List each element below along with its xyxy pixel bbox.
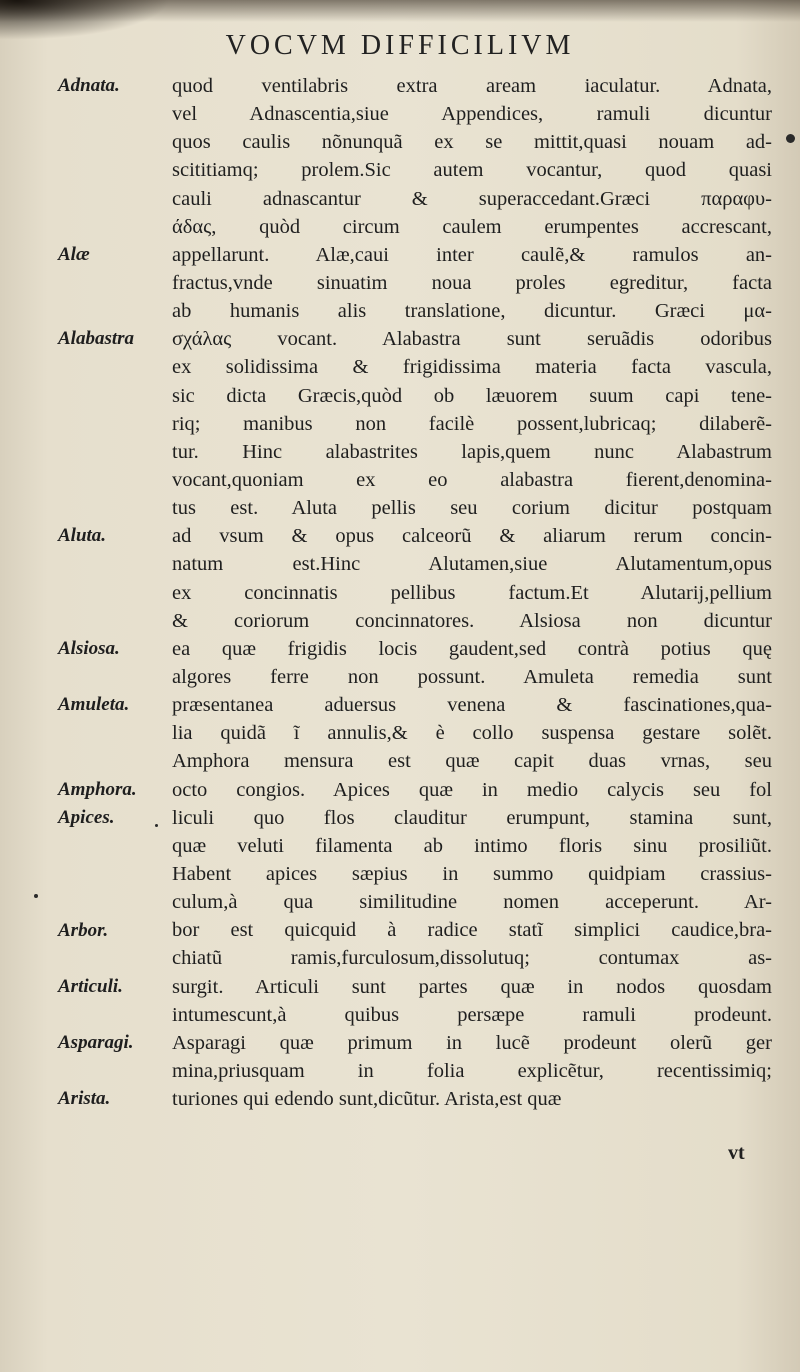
margin-note: Asparagi. <box>58 1032 134 1054</box>
margin-note: Arista. <box>58 1088 111 1110</box>
text-line: ex solidissima & frigidissima materia facta vascula, <box>172 356 772 379</box>
text-line: riq; manibus non facilè possent,lubricaq; dilaberẽ- <box>172 412 772 435</box>
text-line: ea quæ frigidis locis gaudent,sed contrà potius quę <box>172 637 772 660</box>
text-line: Asparagi quæ primum in lucẽ prodeunt olerũ ger <box>172 1031 772 1054</box>
text-line: præsentanea aduersus venena & fascinationes,qua- <box>172 694 772 717</box>
text-line: tur. Hinc alabastrites lapis,quem nunc Alabastrum <box>172 440 772 463</box>
text-line: σχάλας vocant. Alabastra sunt seruãdis odoribus <box>172 328 772 351</box>
margin-note: Amphora. <box>58 778 137 800</box>
catchword: vt <box>728 1142 745 1164</box>
text-line: ad vsum & opus calceorũ & aliarum rerum concin- <box>172 525 772 548</box>
text-line: scititiamq; prolem.Sic autem vocantur, quod quasi <box>172 159 772 182</box>
margin-note: Adnata. <box>58 75 120 96</box>
text-line: appellarunt. Alæ,caui inter caulẽ,& ramulos an- <box>172 243 772 266</box>
text-line: culum,à qua similitudine nomen acceperunt. Ar- <box>172 891 772 914</box>
margin-note: Articuli. <box>58 975 123 997</box>
text-line: vocant,quoniam ex eo alabastra fierent,denomina- <box>172 468 772 491</box>
text-line: surgit. Articuli sunt partes quæ in nodos quosdam <box>172 975 772 998</box>
text-line: Habent apices sæpius in summo quidpiam crassius- <box>172 862 772 885</box>
body-text <box>172 72 772 1113</box>
text-line: octo congios. Apices quæ in medio calycis seu fol <box>172 778 772 801</box>
text-line: quos caulis nõnunquã ex se mittit,quasi nouam ad- <box>172 131 772 154</box>
text-line: lia quidã ĩ annulis,& è collo suspensa gestare solẽt. <box>172 722 772 745</box>
text-line: algores ferre non possunt. Amuleta remedia sunt <box>172 665 772 688</box>
margin-note: Arbor. <box>58 919 109 941</box>
text-line: chiatũ ramis,furculosum,dissolutuq; contumax as- <box>172 947 772 970</box>
ink-speck <box>786 134 795 143</box>
text-line: bor est quicquid à radice statĩ simplici caudice,bra- <box>172 919 772 942</box>
text-line: quod ventilabris extra aream iaculatur. Adnata, <box>172 75 772 97</box>
text-line: liculi quo flos clauditur erumpunt, stamina sunt, <box>172 806 772 829</box>
text-line: fractus,vnde sinuatim noua proles egreditur, facta <box>172 271 772 294</box>
text-line: sic dicta Græcis,quòd ob læuorem suum capi tene- <box>172 384 772 407</box>
margin-note: Alsiosa. <box>58 638 120 659</box>
text-line: cauli adnascantur & superaccedant.Græci παραφυ- <box>172 187 772 210</box>
text-line: quæ veluti filamenta ab intimo floris sinu prosiliũt. <box>172 834 772 857</box>
text-line: intumescunt,à quibus persæpe ramuli prodeunt. <box>172 1003 772 1026</box>
text-line: natum est.Hinc Alutamen,siue Alutamentum,opus <box>172 553 772 576</box>
text-line: άδας, quòd circum caulem erumpentes accrescant, <box>172 215 772 238</box>
margin-note: Apices. <box>58 806 115 828</box>
margin-note: Alæ <box>58 243 90 265</box>
ink-speck <box>34 894 38 898</box>
text-line: ex concinnatis pellibus factum.Et Alutarij,pellium <box>172 581 772 604</box>
running-head: VOCVM DIFFICILIVM <box>225 30 575 61</box>
text-line: Amphora mensura est quæ capit duas vrnas, seu <box>172 750 772 773</box>
text-line: turiones qui edendo sunt,dicũtur. Arista,est quæ <box>172 1088 562 1111</box>
margin-note: Alabastra <box>58 328 135 350</box>
text-line: ab humanis alis translatione, dicuntur. Græci μα- <box>172 300 772 323</box>
text-line: vel Adnascentia,siue Appendices, ramuli dicuntur <box>172 103 772 126</box>
margin-note: Amuleta. <box>58 694 130 716</box>
margin-note: Aluta. <box>58 525 107 547</box>
text-line: & coriorum concinnatores. Alsiosa non dicuntur <box>172 609 772 632</box>
ink-speck <box>155 824 158 827</box>
text-line: tus est. Aluta pellis seu corium dicitur postquam <box>172 497 772 520</box>
text-line: mina,priusquam in folia explicẽtur, recentissimiq; <box>172 1059 772 1082</box>
